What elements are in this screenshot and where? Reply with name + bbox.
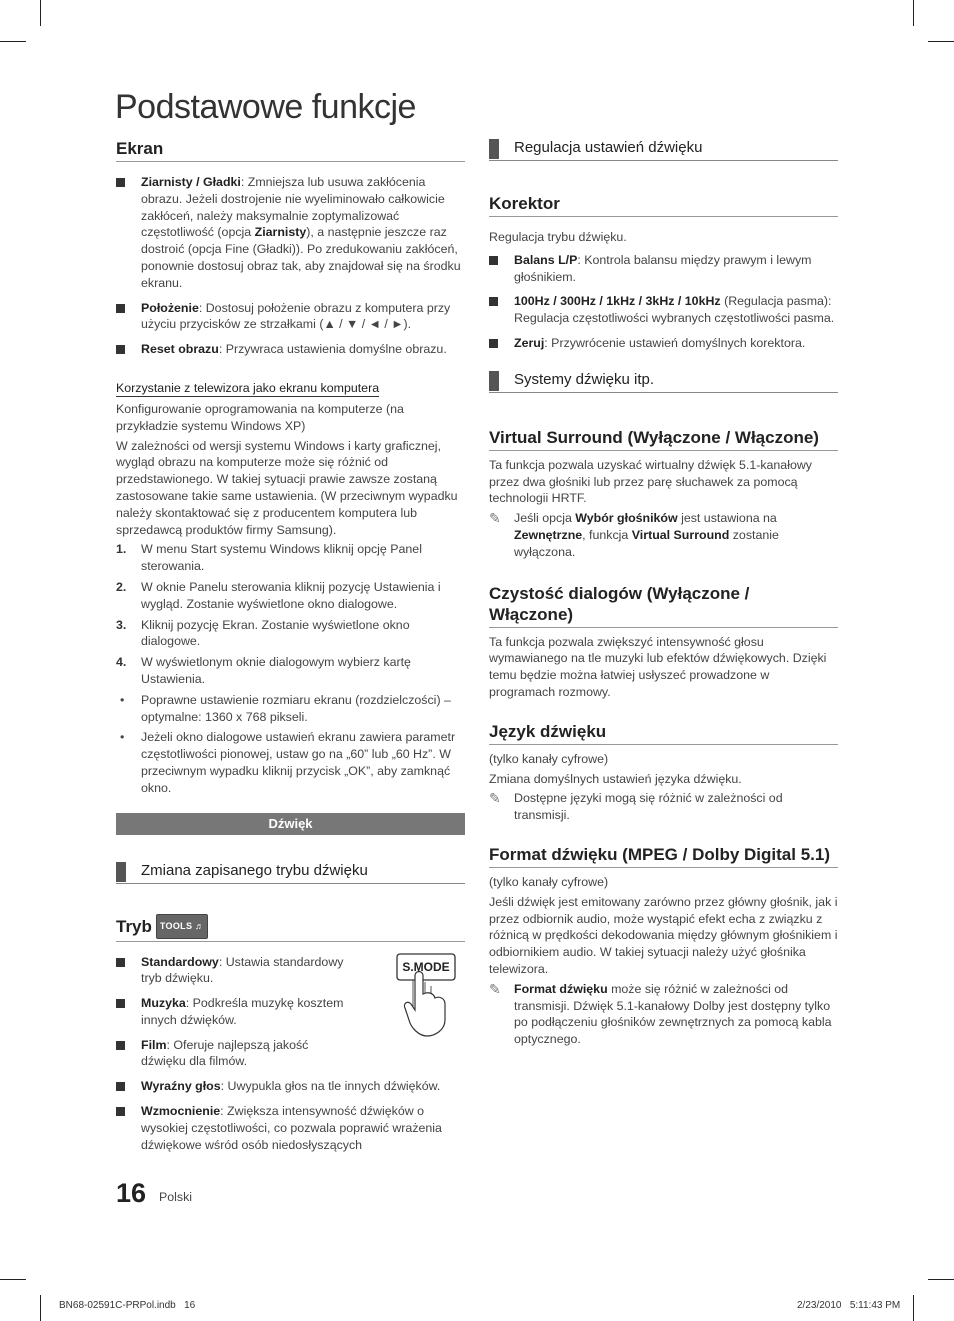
vs-text: Ta funkcja pozwala uzyskać wirtualny dźwięk 5.1-kanałowy przez dwa głośniki lub przez parę słuchawek za pomocą technologii HRTF. [489,457,812,506]
list-item [116,954,465,988]
korektor-heading: Korektor [489,193,838,217]
crop-mark [0,41,26,42]
list-item [116,995,465,1029]
note [489,790,838,824]
square-bullet-icon [116,999,125,1008]
heading-bar-icon [116,862,126,882]
item-label: Zeruj [514,335,545,350]
list-item [116,300,465,334]
list-item [116,541,465,575]
note-text: Dostępne języki mogą się różnić w zależności od transmisji. [514,791,783,823]
subsection-heading [116,861,465,884]
step-text: W oknie Panelu sterowania kliknij pozycję Ustawienia i wygląd. Zostanie wyświetlone okno dialogowe. [141,579,441,611]
note-label: Format dźwięku [514,981,608,996]
list-item [116,174,465,292]
pc-intro: Konfigurowanie oprogramowania na komputerze (na przykładzie systemu Windows XP) [116,401,404,433]
step-text: W menu Start systemu Windows kliknij opcję Panel sterowania. [141,542,422,574]
page-number: 16 [116,1178,147,1208]
step-number: 2. [116,579,127,594]
pc-intro: W zależności od wersji systemu Windows i karty graficznej, wygląd obrazu na komputerze może się różnić od przedstawionego. W takiej sytuacji prawie zawsze zostaną zastosowane takie same ustawienia. (W przeciwnym wypadku należy skontaktować się z producentem komputera lub sprzedawcą produktów firmy Samsung). [116,438,458,537]
note-label: Virtual Surround [631,527,730,542]
step-number: 3. [116,617,127,632]
step-text: Kliknij pozycję Ekran. Zostanie wyświetlone okno dialogowe. [141,617,410,649]
pencil-note-icon: ✎ [489,510,501,527]
format-line: (tylko kanały cyfrowe) [489,874,609,889]
item-label: Standardowy [141,954,219,969]
crop-mark [928,1279,954,1280]
square-bullet-icon [116,304,125,313]
pc-heading: Korzystanie z telewizora jako ekranu komputera [116,380,380,395]
left-column [116,138,465,1161]
crop-mark [40,0,41,26]
square-bullet-icon [116,345,125,354]
heading-bar-icon [489,139,499,159]
item-label: Wyraźny głos [141,1079,221,1094]
square-bullet-icon [489,339,498,348]
item-text: : Dostosuj położenie obrazu z komputera przy użyciu przycisków ze strzałkami (▲ / ▼ / ◄ / ►). [141,300,451,332]
section-band: Dźwięk [116,813,465,835]
bullet-text: Poprawne ustawienie rozmiaru ekranu (rozdzielczości) – optymalne: 1360 x 768 pikseli. [141,692,451,724]
item-text: : Przywrócenie ustawień domyślnych korektora. [544,335,806,350]
list-item [116,341,465,358]
list-item [116,729,465,796]
dot-bullet-icon: • [120,730,125,745]
subsection-heading [489,138,838,161]
lang-heading: Język dźwięku [489,721,838,745]
note-label: Zewnętrzne [514,527,583,542]
item-text: : Uwypukla głos na tle innych dźwięków. [220,1079,441,1094]
steps-list [116,541,465,796]
dialog-text: Ta funkcja pozwala zwiększyć intensywność głosu wymawianego na tle muzyki lub efektów dźwiękowych. Dzięki temu będzie można łatwiej usłyszeć prowadzone w programach rozmowy. [489,634,827,699]
list-item [489,252,838,286]
list-item [116,692,465,726]
square-bullet-icon [116,178,125,187]
page-language: Polski [159,1190,193,1204]
tryb-heading [116,914,465,942]
lang-line: Zmiana domyślnych ustawień języka dźwięku. [489,771,742,786]
crop-mark [913,0,914,26]
list-item [116,617,465,651]
list-item [489,293,838,327]
item-text: : Oferuje najlepszą jakość dźwięku dla filmów. [141,1037,309,1069]
square-bullet-icon [116,958,125,967]
list-item [116,1078,465,1095]
ekran-list [116,174,465,358]
item-text: : Ustawia standardowy tryb dźwięku. [141,954,344,986]
crop-mark [40,1295,41,1321]
subsection-heading [489,370,838,393]
korektor-list [489,252,838,352]
dot-bullet-icon: • [120,692,125,707]
square-bullet-icon [489,256,498,265]
item-text: ), a następnie jeszcze raz dostroić (opcja Fine (Gładki)). Po zredukowaniu zakłóceń, ponownie dostosuj obraz tak, aby znajdował się na środku ekranu. [141,225,461,290]
item-text: (Regulacja pasma): Regulacja częstotliwości wybranych częstotliwości pasma. [514,294,835,326]
remote-button-label: S.MODE [402,959,450,974]
list-item [116,1037,465,1071]
format-heading: Format dźwięku (MPEG / Dolby Digital 5.1) [489,844,838,868]
tools-badge-icon: TOOLS ♬ [156,914,208,939]
note-text: Jeśli opcja [514,511,576,526]
item-label: Muzyka [141,996,186,1011]
step-number: 1. [116,542,127,557]
square-bullet-icon [116,1107,125,1116]
item-text: : Zmniejsza lub usuwa zakłócenia obrazu. Jeżeli dostrojenie nie wyeliminowało całkowicie zakłóceń, należy maksymalnie zoptymalizować częstotliwość (opcja [141,175,445,240]
item-label: Reset obrazu [141,342,219,357]
right-column [489,138,838,1052]
tryb-list [116,954,465,1154]
item-label: Położenie [141,300,199,315]
korektor-intro: Regulacja trybu dźwięku. [489,230,627,244]
lang-line: (tylko kanały cyfrowe) [489,751,609,766]
pencil-note-icon: ✎ [489,980,501,997]
item-label: Wzmocnienie [141,1104,221,1119]
list-item [116,579,465,613]
tryb-content [116,954,465,1154]
crop-mark [0,1279,26,1280]
note-text: , funkcja [582,527,632,542]
item-text: : Przywraca ustawienia domyślne obrazu. [218,342,447,357]
list-item [489,335,838,352]
ekran-heading: Ekran [116,138,465,162]
heading-bar-icon [489,371,499,391]
note-label: Wybór głośników [575,511,678,526]
format-text: Jeśli dźwięk jest emitowany zarówno przez główny głośnik, jak i przez odbiornik audio, może wystąpić efekt echa z związku z różnicą w prędkości dekodowania między głównym głośnikiem i odbiornikiem audio. W takiej sytuacji należy użyć głośnika telewizora. [489,894,838,976]
square-bullet-icon [116,1041,125,1050]
dialog-heading: Czystość dialogów (Wyłączone / Włączone) [489,583,838,628]
tools-label: TOOLS [159,920,193,931]
crop-mark [928,41,954,42]
page-title: Podstawowe funkcje [115,88,416,126]
list-item [116,1103,465,1153]
subsection-title: Systemy dźwięku itp. [514,370,655,388]
bullet-text: Jeżeli okno dialogowe ustawień ekranu zawiera parametr częstotliwości pionowej, ustaw go na „60” lub „60 Hz”. W przeciwnym wypadku kliknij przycisk „OK”, aby zamknąć okno. [141,730,456,795]
subsection-title: Zmiana zapisanego trybu dźwięku [141,861,368,879]
item-label: Ziarnisty / Gładki [141,175,241,189]
step-text: W wyświetlonym oknie dialogowym wybierz kartę Ustawienia. [141,655,411,686]
note-text: jest ustawiona na [677,511,777,526]
item-text: : Kontrola balansu między prawym i lewym głośnikiem. [514,252,812,284]
square-bullet-icon [116,1082,125,1091]
item-text: : Podkreśla muzykę kosztem innych dźwięków. [141,996,344,1027]
note-text: może się różnić w zależności od transmisji. Dźwięk 5.1-kanałowy Dolby jest dostępny tylko po podłączeniu głośników zewnętrznych za pomocą kabla optycznego. [514,981,832,1047]
note [489,510,838,560]
item-text: : Zwiększa intensywność dźwięków o wysokiej częstotliwości, co pozwala poprawić wrażenia dźwiękowe wśród osób niedosłyszących [141,1104,442,1152]
item-label: Balans L/P [514,252,578,267]
list-item [116,654,465,688]
note [489,981,838,1048]
note-text: zostanie wyłączona. [514,527,779,559]
square-bullet-icon [489,297,498,306]
footer-file: BN68-02591C-PRPol.indb 16 [59,1300,196,1311]
item-label: Film [141,1037,167,1052]
subsection-title: Regulacja ustawień dźwięku [514,139,703,156]
pencil-note-icon: ✎ [489,790,501,807]
crop-mark [913,1295,914,1321]
tryb-title: Tryb [116,916,152,936]
vs-heading: Virtual Surround (Wyłączone / Włączone) [489,427,838,451]
footer-date: 2/23/2010 5:11:43 PM [797,1300,901,1311]
item-label: Ziarnisty [254,225,307,240]
item-label: 100Hz / 300Hz / 1kHz / 3kHz / 10kHz [514,294,721,309]
step-number: 4. [116,655,127,670]
